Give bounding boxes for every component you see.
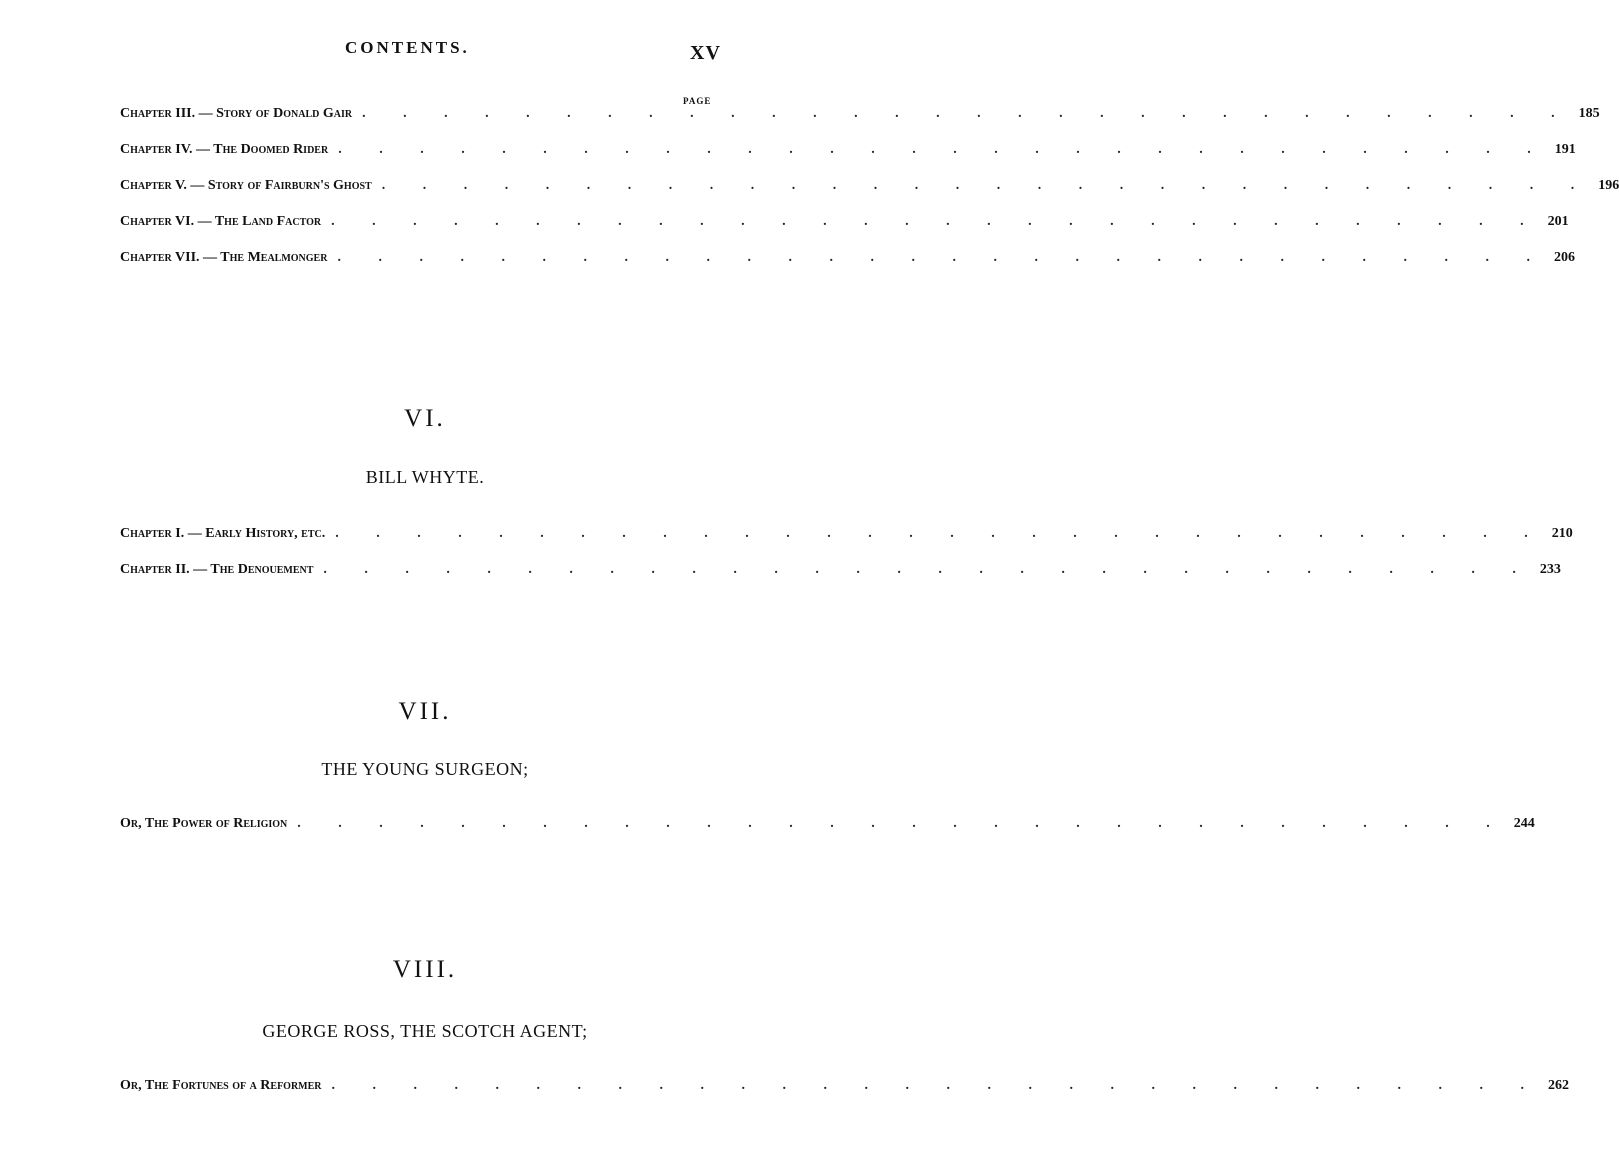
dot-leader: . . . . . . . . . . . . . . . . . . . . . . . . . . . . . . [338,142,1548,157]
toc-entry[interactable] [120,214,1569,236]
toc-entry-title: Or, The Fortunes of a Reformer [120,1078,322,1093]
toc-entry[interactable] [120,142,1576,164]
section-title: GEORGE ROSS, THE SCOTCH AGENT; [262,1021,588,1041]
toc-entry-page: 262 [1548,1078,1570,1093]
toc-entry-page: 206 [1553,250,1575,265]
dot-leader: . . . . . . . . . . . . . . . . . . . . . . . . . . . . . . [337,250,1547,265]
toc-entry-title: Chapter VI. — The Land Factor [120,214,322,229]
toc-entry-title: Or, The Power of Religion [120,816,288,831]
dot-leader: . . . . . . . . . . . . . . . . . . . . . . . . . . . . . . [331,1078,1542,1093]
toc-entry-page: 196 [1598,178,1619,193]
page-number: XV [690,42,721,64]
dot-leader: . . . . . . . . . . . . . . . . . . . . . . . . . . . . . . [331,214,1541,229]
section-title: THE YOUNG SURGEON; [321,759,529,779]
toc-entry[interactable] [120,178,1619,200]
toc-entry-title: Chapter VII. — The Mealmonger [120,250,328,265]
toc-entry-page: 191 [1554,142,1576,157]
toc-entry-page: 185 [1578,106,1600,121]
dot-leader: . . . . . . . . . . . . . . . . . . . . . . . . . . . . . . [323,562,1533,577]
dot-leader: . . . . . . . . . . . . . . . . . . . . . . . . . . . . . . [297,816,1507,831]
dot-leader: . . . . . . . . . . . . . . . . . . . . . . . . . . . . . . [381,178,1592,193]
toc-entry-title: Chapter I. — Early History, etc. [120,526,326,541]
toc-entry-title: Chapter V. — Story of Fairburn's Ghost [120,178,372,193]
toc-entry[interactable] [120,1078,1570,1100]
running-head [0,38,850,68]
dot-leader: . . . . . . . . . . . . . . . . . . . . . . . . . . . . . . [335,526,1545,541]
toc-entry-page: 244 [1513,816,1535,831]
section-title: BILL WHYTE. [365,467,485,487]
toc-entry-title: Chapter IV. — The Doomed Rider [120,142,329,157]
running-title: CONTENTS. [345,38,470,57]
toc-entry[interactable] [120,106,1600,128]
toc-entry-title: Chapter III. — Story of Donald Gair [120,106,353,121]
toc-entry[interactable] [120,250,1575,272]
page-column-label: PAGE [683,96,712,106]
toc-entry-page: 210 [1551,526,1573,541]
toc-entry-title: Chapter II. — The Denouement [120,562,314,577]
section-numeral: VIII. [392,956,458,983]
section-numeral: VII. [398,698,452,725]
section-numeral: VI. [404,405,446,432]
toc-entry-page: 201 [1547,214,1569,229]
toc-entry[interactable] [120,816,1535,838]
toc-entry[interactable] [120,562,1561,584]
dot-leader: . . . . . . . . . . . . . . . . . . . . . . . . . . . . . . [362,106,1572,121]
toc-entry[interactable] [120,526,1573,548]
toc-entry-page: 233 [1539,562,1561,577]
